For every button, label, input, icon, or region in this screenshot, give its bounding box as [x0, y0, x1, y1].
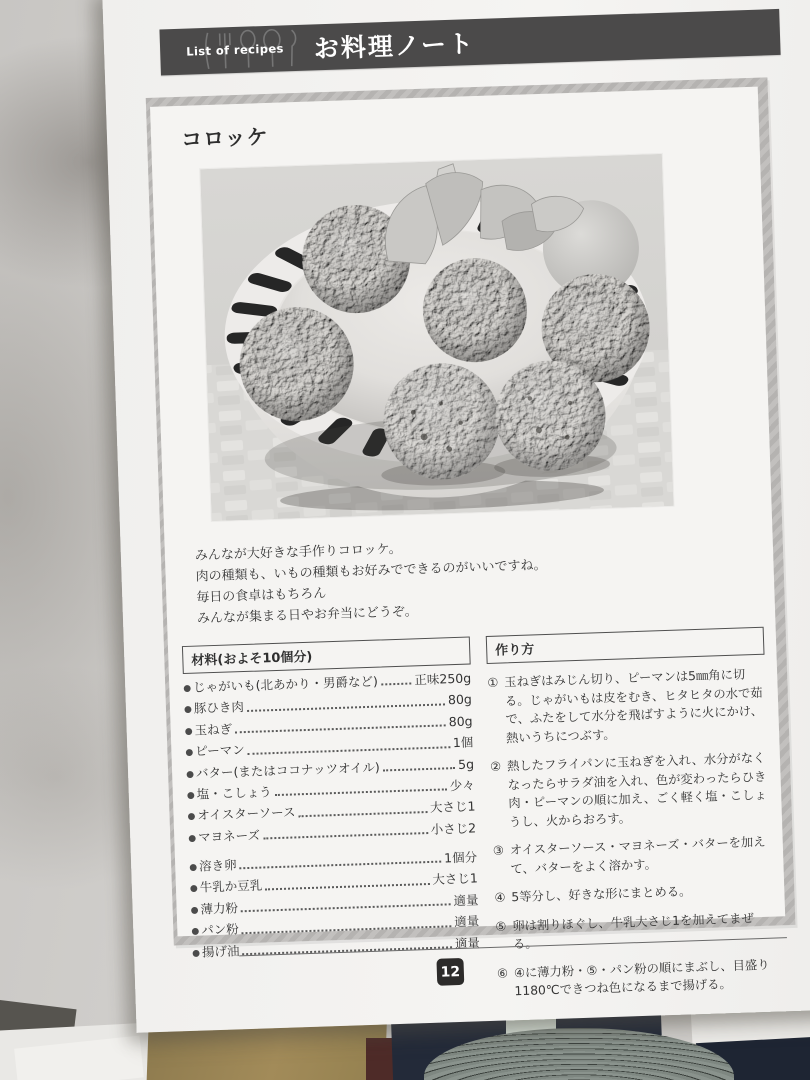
- ingredient-amount: 大さじ1: [432, 870, 479, 888]
- page-number-badge: 12: [436, 958, 464, 986]
- step-text: 熱したフライパンに玉ねぎを入れ、水分がなくなったらサラダ油を入れ、色が変わったらひき肉・ピーマンの順に加え、ごく軽く塩・こしょうし、火からおろす。: [506, 750, 767, 829]
- dotted-leader: [235, 724, 446, 733]
- ingredient-row: [187, 800, 475, 824]
- step-row: [490, 749, 770, 832]
- header-bar: [159, 9, 780, 76]
- ingredients-heading: 材料(およそ10個分): [182, 637, 471, 675]
- bullet-icon: [188, 830, 196, 845]
- ingredient-amount: 正味250g: [414, 670, 472, 688]
- description-line: みんなが大好きな手作りコロッケ。: [194, 541, 402, 564]
- ingredient-row: [188, 821, 476, 845]
- step-row: [495, 908, 774, 954]
- ingredient-name: バター(またはココナッツオイル): [195, 759, 381, 781]
- ingredient-row: [186, 757, 474, 781]
- ingredient-row: [190, 893, 478, 917]
- ingredient-amount: 1個分: [443, 849, 478, 866]
- ingredient-amount: 大さじ1: [429, 798, 476, 816]
- bullet-icon: [190, 881, 198, 896]
- dotted-leader: [241, 903, 451, 912]
- dotted-leader: [247, 703, 445, 712]
- ingredient-row: [187, 778, 475, 802]
- dotted-leader: [263, 832, 428, 839]
- dotted-leader: [265, 883, 429, 890]
- header-subtitle: List of recipes: [185, 41, 285, 59]
- ingredients-section: [182, 637, 482, 1012]
- recipe-title: コロッケ: [180, 124, 270, 152]
- description-line: 肉の種類も、いもの種類もお好みでできるのがいいですね。: [195, 557, 547, 585]
- ingredient-amount: 5g: [457, 755, 475, 772]
- steps-heading: 作り方: [486, 627, 765, 664]
- ingredient-row: [191, 914, 479, 938]
- ingredient-name: 薄力粉: [200, 900, 239, 917]
- ingredient-amount: 適量: [454, 934, 481, 951]
- dotted-leader: [240, 861, 442, 870]
- step-text: 卵は割りほぐし、牛乳大さじ1を加えてまぜる。: [512, 910, 754, 952]
- step-text: 5等分し、好きな形にまとめる。: [511, 884, 692, 905]
- ingredient-amount: 小さじ2: [430, 820, 477, 837]
- step-row: [493, 833, 772, 879]
- step-row: [497, 955, 776, 1001]
- ingredient-name: 豚ひき肉: [193, 699, 245, 717]
- ingredient-name: ピーマン: [195, 742, 246, 759]
- bullet-icon: [190, 902, 198, 917]
- bullet-icon: [185, 745, 193, 760]
- dotted-leader: [248, 746, 450, 755]
- step-row: [494, 880, 772, 908]
- ingredient-name: 塩・こしょう: [196, 784, 272, 802]
- ingredient-name: パン粉: [200, 921, 239, 938]
- step-number: ②: [489, 759, 502, 774]
- ingredient-row: [185, 736, 473, 760]
- bullet-icon: [184, 724, 192, 739]
- description-line: 毎日の食卓はもちろん: [196, 586, 327, 606]
- dotted-leader: [299, 811, 428, 817]
- ingredient-amount: 適量: [453, 913, 480, 930]
- bullet-icon: [184, 702, 192, 717]
- ingredient-name: マヨネーズ: [197, 827, 261, 845]
- ingredient-name: じゃがいも(北あかり・男爵など): [192, 673, 379, 695]
- ingredient-name: 揚げ油: [201, 942, 240, 960]
- ingredient-amount: 1個: [452, 734, 474, 751]
- ingredient-amount: 少々: [449, 777, 475, 794]
- dotted-leader: [381, 683, 412, 686]
- ingredient-amount: 適量: [453, 892, 479, 908]
- dotted-leader: [383, 767, 455, 771]
- ingredient-row: [184, 693, 472, 717]
- step-text: ④に薄力粉・⑤・パン粉の順にまぶし、目盛り1180℃できつね色になるまで揚げる。: [513, 957, 770, 999]
- ingredient-row: [190, 872, 478, 896]
- step-number: ⑥: [496, 965, 509, 981]
- step-number: ①: [487, 675, 499, 690]
- bullet-icon: [189, 860, 197, 875]
- bullet-icon: [191, 924, 199, 939]
- dotted-leader: [275, 789, 447, 797]
- bullet-icon: [186, 766, 194, 781]
- recipe-description: [195, 534, 549, 630]
- bullet-icon: [183, 681, 191, 696]
- ingredient-amount: 80g: [448, 713, 473, 730]
- step-text: 玉ねぎはみじん切り、ピーマンは5㎜角に切る。じゃがいもは皮をむき、ヒタヒタの水で茹で、ふたをして水分を飛ばすように火にかけ、熱いうちにつぶす。: [504, 667, 764, 745]
- ingredient-name: オイスターソース: [197, 804, 296, 823]
- bullet-icon: [187, 788, 195, 803]
- dotted-leader: [242, 925, 452, 934]
- header-title: お料理ノート: [313, 29, 476, 64]
- recipe-photo: [200, 154, 673, 521]
- step-text: オイスターソース・マヨネーズ・バターを加えて、バターをよく溶かす。: [509, 834, 766, 876]
- ingredient-name: 牛乳か豆乳: [199, 877, 263, 895]
- bullet-icon: [192, 945, 200, 960]
- ingredient-name: 溶き卵: [198, 857, 237, 874]
- description-line: みんなが集まる日やお弁当にどうぞ。: [196, 604, 418, 627]
- step-row: [487, 665, 767, 748]
- ingredient-row: [184, 714, 472, 738]
- step-number: ④: [494, 890, 506, 905]
- ingredient-row: [183, 672, 471, 696]
- step-number: ③: [492, 843, 505, 858]
- recipe-page: [102, 0, 810, 1033]
- ingredient-row: [189, 850, 477, 874]
- bullet-icon: [187, 809, 195, 824]
- ingredient-amount: 80g: [447, 691, 473, 708]
- step-number: ⑤: [495, 918, 507, 934]
- ingredient-name: 玉ねぎ: [194, 721, 233, 738]
